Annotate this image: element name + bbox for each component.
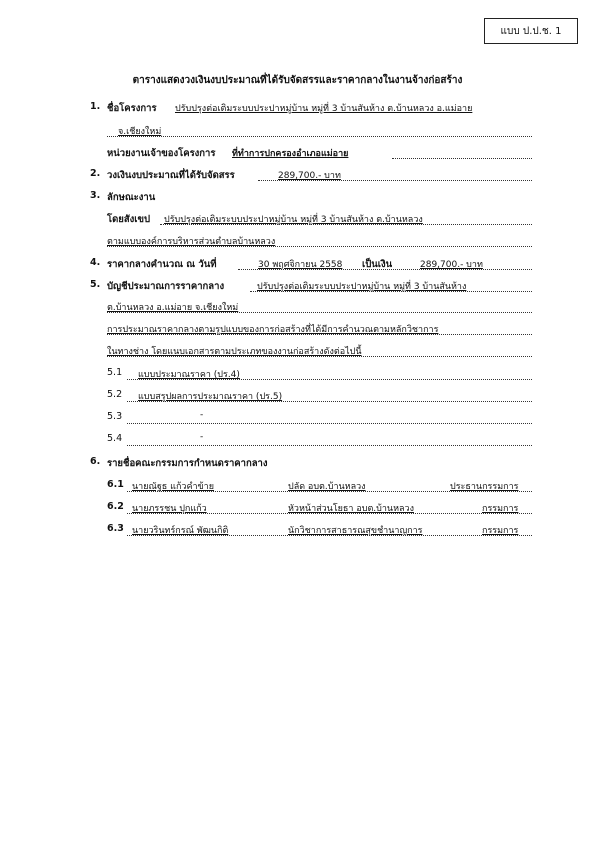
member-num: 6.3 [107, 523, 124, 534]
item5-sub-num: 5.1 [107, 367, 123, 378]
member-position: หัวหน้าส่วนโยธา อบต.บ้านหลวง [288, 504, 414, 514]
item5-num: 5. [90, 279, 101, 290]
item5-sub-dotline [127, 401, 532, 402]
member-name: นายณัฐธ แก้วคำข้าย [132, 482, 215, 492]
item1-value-line2: จ.เชียงใหม่ [118, 127, 162, 137]
member-dotline [127, 535, 532, 536]
member-position: นักวิชาการสาธารณสุขชำนาญการ [288, 526, 423, 536]
member-num: 6.2 [107, 501, 124, 512]
member-dotline [127, 491, 532, 492]
member-num: 6.1 [107, 479, 124, 490]
item5-sub-text: แบบประมาณราคา (ปร.4) [138, 370, 240, 380]
item5-value-line1: ปรับปรุงต่อเติมระบบประปาหมู่บ้าน หมู่ที่ 3 บ้านสันห้าง [257, 282, 467, 292]
item5-sub-dotline [127, 445, 532, 446]
item5-value-line4: ในทางช่าง โดยแนบเอกสารตามประเภทของงานก่อสร้างดังต่อไปนี้ [107, 347, 362, 357]
item5-sub-dotline [127, 423, 532, 424]
item1-label: ชื่อโครงการ [107, 103, 157, 114]
item3-label: ลักษณะงาน [107, 192, 156, 203]
form-code-box [484, 18, 578, 44]
item6-label: รายชื่อคณะกรรมการกำหนดราคากลาง [107, 458, 268, 469]
item5-dotline3 [107, 334, 532, 335]
item3-value-line1: ปรับปรุงต่อเติมระบบประปาหมู่บ้าน หมู่ที่ 3 บ้านสันห้าง ต.บ้านหลวง [164, 215, 423, 225]
item4-label: ราคากลางคำนวณ ณ วันที่ [107, 259, 217, 270]
item2-label: วงเงินงบประมาณที่ได้รับจัดสรร [107, 170, 235, 181]
item5-sub-dotline [127, 379, 532, 380]
item4-date: 30 พฤศจิกายน 2558 [258, 260, 343, 270]
item5-value-line3: การประมาณราคากลางตามรูปแบบของการก่อสร้างที่ได้มีการคำนวณตามหลักวิชาการ [107, 325, 439, 335]
item2-value: 289,700.- บาท [278, 171, 341, 181]
member-role: กรรมการ [482, 526, 519, 536]
item2-num: 2. [90, 168, 101, 179]
member-position: ปลัด อบต.บ้านหลวง [288, 482, 366, 492]
item4-money-label: เป็นเงิน [362, 259, 393, 270]
item4-num: 4. [90, 257, 101, 268]
item1-owner-label: หน่วยงานเจ้าของโครงการ [107, 148, 216, 159]
item4-money: 289,700.- บาท [420, 260, 483, 270]
item6-num: 6. [90, 456, 101, 467]
item5-dotline1 [250, 291, 532, 292]
item5-sub-text: - [200, 432, 204, 442]
item1-value-line1: ปรับปรุงต่อเติมระบบประปาหมู่บ้าน หมู่ที่ 3 บ้านสันห้าง ต.บ้านหลวง อ.แม่อาย [175, 104, 473, 114]
item5-sub-num: 5.2 [107, 389, 123, 400]
member-role: ประธานกรรมการ [450, 482, 519, 492]
item5-sub-num: 5.4 [107, 433, 123, 444]
member-role: กรรมการ [482, 504, 519, 514]
item3-dotline2 [107, 246, 532, 247]
item4-dotline [238, 269, 532, 270]
item5-dotline4 [107, 356, 532, 357]
item1-dotline [107, 136, 532, 137]
item1-owner-dotline [392, 158, 532, 159]
item5-sub-text: - [200, 410, 204, 420]
item2-dotline [258, 180, 532, 181]
item5-sub-text: แบบสรุปผลการประมาณราคา (ปร.5) [138, 392, 283, 402]
item5-label: บัญชีประมาณการราคากลาง [107, 281, 225, 292]
member-name: นายวรินทร์กรณ์ พัฒนกิติ [132, 526, 229, 536]
item5-dotline2 [107, 312, 532, 313]
item5-sub-num: 5.3 [107, 411, 123, 422]
item3-dotline1 [160, 224, 532, 225]
item3-sub-label: โดยสังเขป [107, 214, 151, 225]
item3-value-line2: ตามแบบองค์การบริหารส่วนตำบลบ้านหลวง [107, 237, 276, 247]
item1-num: 1. [90, 101, 101, 112]
form-code: แบบ ป.ป.ช. 1 [500, 25, 562, 37]
member-dotline [127, 513, 532, 514]
item5-value-line2: ต.บ้านหลวง อ.แม่อาย จ.เชียงใหม่ [107, 303, 239, 313]
item3-num: 3. [90, 190, 101, 201]
member-name: นายภรรชน ปุกแก้ว [132, 504, 207, 514]
document-title: ตารางแสดงวงเงินงบประมาณที่ได้รับจัดสรรและราคากลางในงานจ้างก่อสร้าง [132, 75, 463, 86]
item1-owner-value: ที่ทำการปกครองอำเภอแม่อาย [232, 149, 349, 159]
